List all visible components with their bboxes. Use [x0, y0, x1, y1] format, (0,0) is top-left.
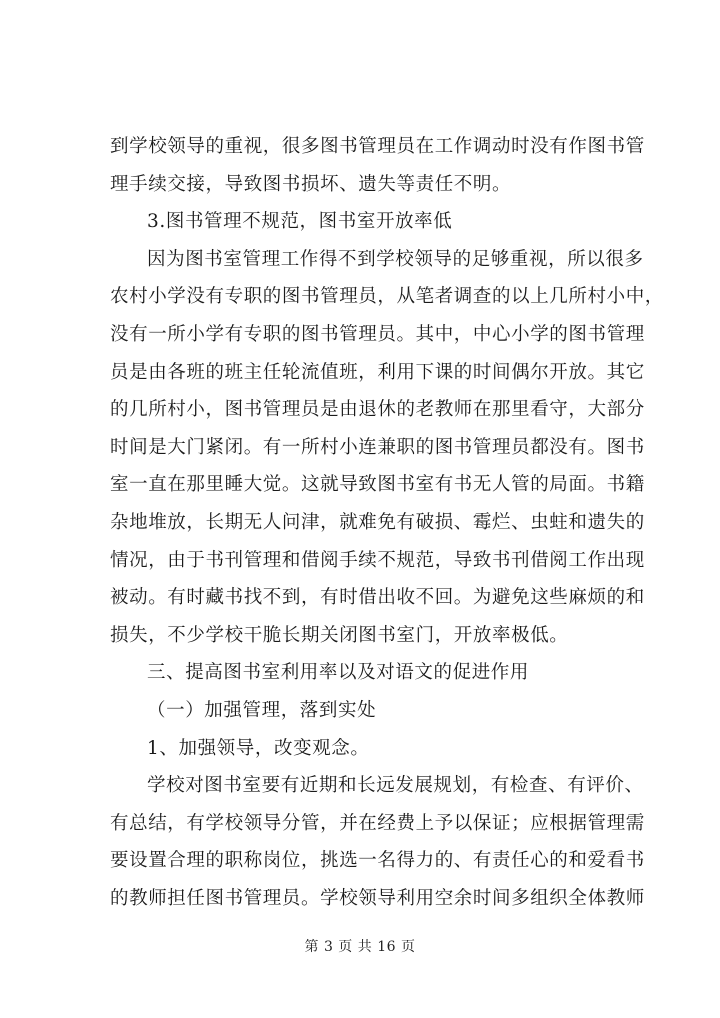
text-line: 没有一所小学有专职的图书管理员。其中，中心小学的图书管理	[110, 323, 645, 345]
text-line: 三、提高图书室利用率以及对语文的促进作用	[147, 662, 530, 684]
text-line: 因为图书室管理工作得不到学校领导的足够重视，所以很多	[147, 248, 644, 270]
text-line: 杂地堆放，长期无人问津，就难免有破损、霉烂、虫蛀和遗失的	[110, 511, 645, 533]
text-line: 的教师担任图书管理员。学校领导利用空余时间多组织全体教师	[110, 887, 645, 909]
text-line: 1、加强领导，改变观念。	[147, 737, 370, 759]
text-line: 要设置合理的职称岗位，挑选一名得力的、有责任心的和爱看书	[110, 850, 645, 872]
text-line: 有总结，有学校领导分管，并在经费上予以保证；应根据管理需	[110, 812, 645, 834]
text-line: 理手续交接，导致图书损坏、遗失等责任不明。	[110, 173, 512, 195]
text-line: 到学校领导的重视，很多图书管理员在工作调动时没有作图书管	[110, 136, 645, 157]
text-line: 被动。有时藏书找不到，有时借出收不回。为避免这些麻烦的和	[110, 587, 645, 609]
text-line: 时间是大门紧闭。有一所村小连兼职的图书管理员都没有。图书	[110, 436, 645, 458]
text-line: 3.图书管理不规范，图书室开放率低	[147, 211, 453, 233]
text-line: 农村小学没有专职的图书管理员，从笔者调查的以上几所村小中，	[110, 286, 664, 308]
text-line: 学校对图书室要有近期和长远发展规划，有检查、有评价、	[147, 775, 644, 797]
text-line: 情况，由于书刊管理和借阅手续不规范，导致书刊借阅工作出现	[110, 549, 645, 571]
text-line: 室一直在那里睡大觉。这就导致图书室有书无人管的局面。书籍	[110, 474, 645, 496]
document-body	[110, 128, 664, 917]
text-line: 员是由各班的班主任轮流值班，利用下课的时间偶尔开放。其它	[110, 361, 645, 383]
page-footer: 第 3 页 共 16 页	[304, 939, 416, 955]
text-line: 损失，不少学校干脆长期关闭图书室门，开放率极低。	[110, 624, 569, 646]
text-line: （一）加强管理，落到实处	[147, 699, 377, 721]
text-line: 的几所村小，图书管理员是由退休的老教师在那里看守，大部分	[110, 399, 645, 421]
